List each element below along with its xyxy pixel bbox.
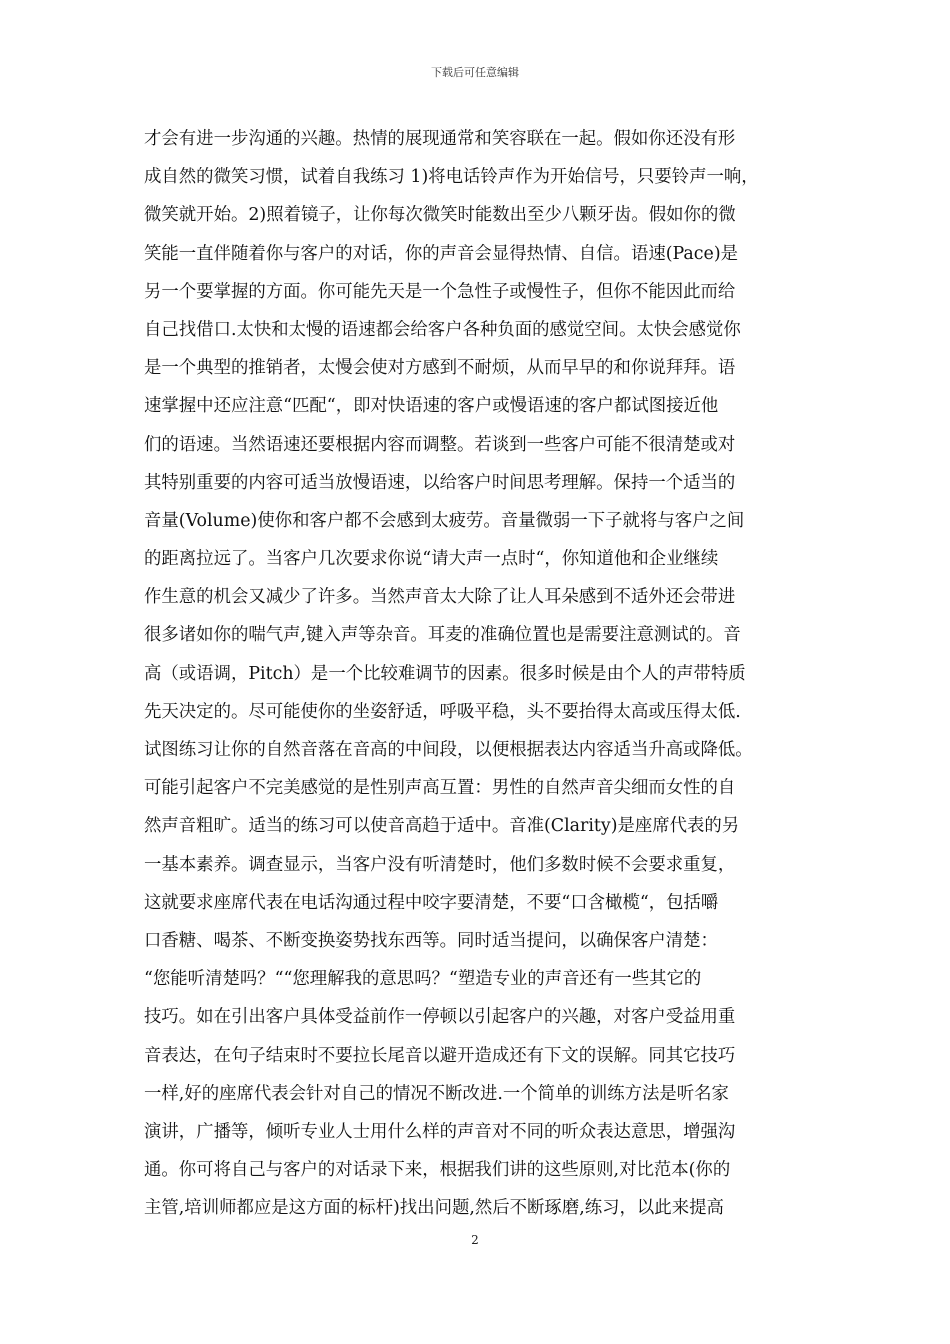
text-line: 一基本素养。调查显示，当客户没有听清楚时，他们多数时候不会要求重复， [144,854,736,875]
text-line: 是一个典型的推销者，太慢会使对方感到不耐烦，从而早早的和你说拜拜。语 [144,358,736,379]
text-line: 另一个要掌握的方面。你可能先天是一个急性子或慢性子，但你不能因此而给 [144,281,736,302]
text-line: 自己找借口.太快和太慢的语速都会给客户各种负面的感觉空间。太快会感觉你 [144,319,741,340]
text-line: 技巧。如在引出客户具体受益前作一停顿以引起客户的兴趣，对客户受益用重 [144,1007,736,1028]
text-line: 演讲，广播等，倾听专业人士用什么样的声音对不同的听众表达意思，增强沟 [144,1121,736,1142]
text-line: 口香糖、喝茶、不断变换姿势找东西等。同时适当提问，以确保客户清楚： [144,930,718,951]
text-line: 微笑就开始。2)照着镜子，让你每次微笑时能数出至少八颗牙齿。假如你的微 [144,205,736,226]
text-line: 速掌握中还应注意“匹配“，即对快语速的客户或慢语速的客户都试图接近他 [144,396,719,417]
text-line: 试图练习让你的自然音落在音高的中间段，以便根据表达内容适当升高或降低。 [144,740,753,760]
text-line: 音量(Volume)使你和客户都不会感到太疲劳。音量微弱一下子就将与客户之间 [144,510,745,531]
document-body [144,120,814,1227]
text-line: 笑能一直伴随着你与客户的对话，你的声音会显得热情、自信。语速(Pace)是 [144,243,739,264]
text-line: 的距离拉远了。当客户几次要求你说“请大声一点时“，你知道他和企业继续 [144,549,719,570]
text-line: “您能听清楚吗？““您理解我的意思吗？“塑造专业的声音还有一些其它的 [144,969,702,990]
text-line: 一样,好的座席代表会针对自己的情况不断改进.一个简单的训练方法是听名家 [144,1083,729,1104]
text-line: 高（或语调，Pitch）是一个比较难调节的因素。很多时候是由个人的声带特质 [144,663,746,684]
page-number: 2 [471,1233,479,1247]
text-line: 音表达，在句子结束时不要拉长尾音以避开造成还有下文的误解。同其它技巧 [144,1045,736,1066]
text-line: 很多诸如你的喘气声,键入声等杂音。耳麦的准确位置也是需要注意测试的。音 [144,625,741,646]
text-line: 可能引起客户不完美感觉的是性别声高互置：男性的自然声音尖细而女性的自 [144,778,736,799]
text-line: 成自然的微笑习惯，试着自我练习 1)将电话铃声作为开始信号，只要铃声一响， [144,167,759,188]
text-line: 们的语速。当然语速还要根据内容而调整。若谈到一些客户可能不很清楚或对 [144,434,736,455]
text-line: 通。你可将自己与客户的对话录下来，根据我们讲的这些原则,对比范本(你的 [144,1160,731,1181]
page-header: 下载后可任意编辑 [431,66,519,79]
text-line: 才会有进一步沟通的兴趣。热情的展现通常和笑容联在一起。假如你还没有形 [144,129,736,149]
text-line: 其特别重要的内容可适当放慢语速，以给客户时间思考理解。保持一个适当的 [144,472,736,493]
text-line: 先天决定的。尽可能使你的坐姿舒适，呼吸平稳，头不要抬得太高或压得太低. [144,701,741,722]
text-line: 然声音粗旷。适当的练习可以使音高趋于适中。音准(Clarity)是座席代表的另 [144,816,740,837]
text-line: 主管,培训师都应是这方面的标杆)找出问题,然后不断琢磨,练习，以此来提高 [144,1198,724,1219]
text-line: 作生意的机会又减少了许多。当然声音太大除了让人耳朵感到不适外还会带进 [144,587,736,608]
text-line: 这就要求座席代表在电话沟通过程中咬字要清楚，不要“口含橄榄“，包括嚼 [144,892,719,913]
